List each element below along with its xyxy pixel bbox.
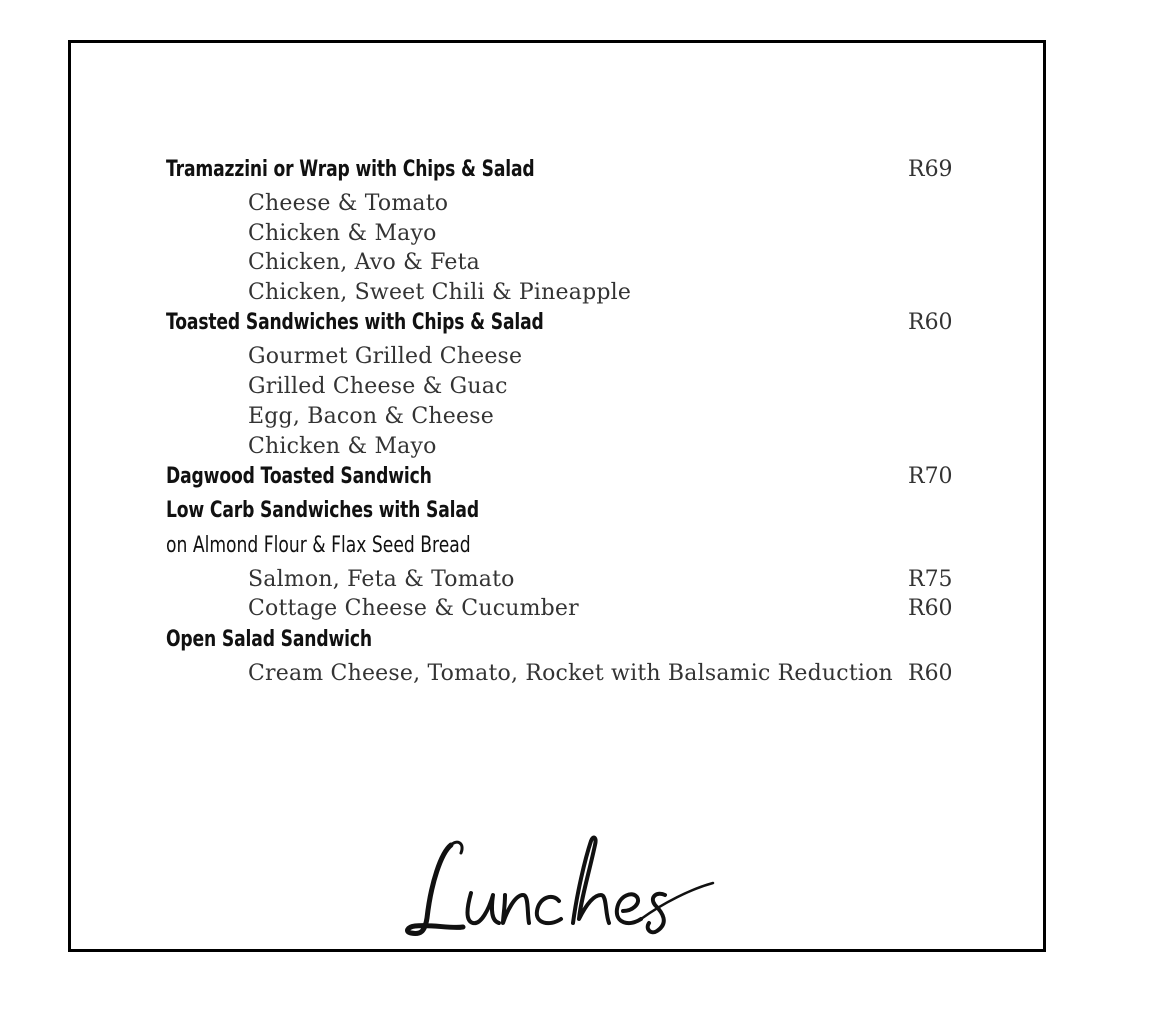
menu-item	[71, 434, 1043, 466]
section-heading: Dagwood Toasted Sandwich	[166, 464, 432, 489]
section-price: R69	[908, 157, 953, 182]
menu-item-name: Chicken, Avo & Feta	[248, 250, 480, 275]
menu-item	[71, 661, 1043, 693]
menu-item-price: R60	[908, 596, 953, 621]
section-heading: Low Carb Sandwiches with Salad	[166, 498, 479, 523]
section-subheading: on Almond Flour & Flax Seed Bread	[166, 533, 471, 558]
section-heading: Toasted Sandwiches with Chips & Salad	[166, 310, 544, 335]
menu-item	[71, 191, 1043, 223]
menu-item-name: Chicken, Sweet Chili & Pineapple	[248, 280, 632, 305]
section-price: R60	[908, 310, 953, 335]
section-heading: Tramazzini or Wrap with Chips & Salad	[166, 157, 535, 182]
menu-item	[71, 567, 1043, 599]
lunches-logo	[401, 823, 721, 943]
menu-item	[71, 596, 1043, 628]
section-heading: Open Salad Sandwich	[166, 627, 372, 652]
menu-item	[71, 250, 1043, 282]
section-heading-row	[71, 464, 1043, 496]
menu-card	[68, 40, 1046, 952]
section-heading-row	[71, 310, 1043, 342]
section-heading-row	[71, 627, 1043, 659]
menu-item-name: Grilled Cheese & Guac	[248, 374, 508, 399]
section-heading-row	[71, 498, 1043, 530]
menu-item-name: Cheese & Tomato	[248, 191, 449, 216]
menu-item-name: Cream Cheese, Tomato, Rocket with Balsamic Reduction	[248, 661, 893, 686]
menu-item-price: R75	[908, 567, 953, 592]
section-subheading-row	[71, 533, 1043, 565]
menu-item-name: Chicken & Mayo	[248, 434, 437, 459]
menu-item	[71, 221, 1043, 253]
menu-item	[71, 280, 1043, 312]
section-price: R70	[908, 464, 953, 489]
menu-item	[71, 344, 1043, 376]
menu-item-name: Egg, Bacon & Cheese	[248, 404, 494, 429]
menu-item-name: Salmon, Feta & Tomato	[248, 567, 515, 592]
menu-item-price: R60	[908, 661, 953, 686]
menu-item-name: Cottage Cheese & Cucumber	[248, 596, 579, 621]
section-heading-row	[71, 157, 1043, 189]
menu-item-name: Gourmet Grilled Cheese	[248, 344, 523, 369]
menu-item	[71, 374, 1043, 406]
menu-item-name: Chicken & Mayo	[248, 221, 437, 246]
menu-item	[71, 404, 1043, 436]
